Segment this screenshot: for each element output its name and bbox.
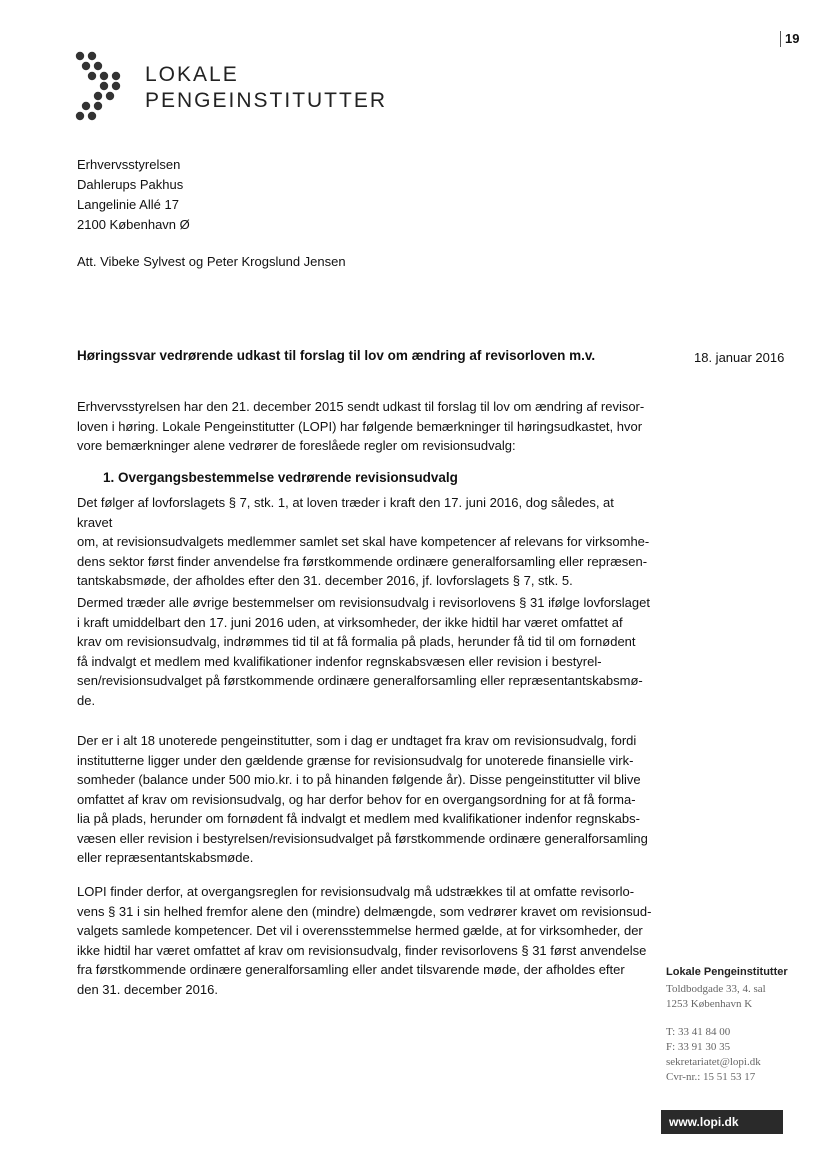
logo-dot (112, 82, 120, 90)
website-link[interactable]: www.lopi.dk (661, 1110, 783, 1134)
text-line: fra førstkommende ordinære generalforsamling eller andet tilsvarende møde, der afholdes efter (77, 962, 625, 977)
logo-dot (112, 72, 120, 80)
text-line: lia på plads, herunder om fornødent få indvalgt et medlem med kvalifikationer indenfor regnskabs- (77, 811, 640, 826)
sidebar-address (666, 982, 766, 1012)
text-line: de. (77, 692, 96, 708)
text-line: væsen eller revision i bestyrelsen/revisionsudvalget på førstkommende ordinære generalforsamling (77, 830, 648, 846)
paragraph-3 (77, 593, 652, 710)
text-line: Erhvervsstyrelsen har den 21. december 2015 sendt udkast til forslag til lov om ændring af revisor- (77, 399, 645, 414)
logo-text-line2: PENGEINSTITUTTER (145, 89, 388, 112)
text-line: Det følger af lovforslagets § 7, stk. 1, at loven træder i kraft den 17. juni 2016, dog således, at kravet (77, 495, 614, 530)
sidebar-phone: T: 33 41 84 00 (666, 1026, 731, 1038)
text-line: om, at revisionsudvalgets medlemmer samlet set skal have kompetencer af relevans for virksomhe- (77, 534, 650, 549)
text-line: institutterne ligger under den gældende grænse for revisionsudvalg for unoterede finansielle virk- (77, 752, 634, 768)
logo-dot (100, 82, 108, 90)
sidebar-fax: F: 33 91 30 35 (666, 1041, 731, 1053)
letter-subject: Høringssvar vedrørende udkast til forslag til lov om ændring af revisorloven m.v. (77, 348, 596, 363)
text-line: krav om revisionsudvalg, indrømmes tid til at få formalia på plads, herunder få tid til om fornødent (77, 634, 636, 649)
sidebar-line: Toldbodgade 33, 4. sal (666, 983, 766, 995)
text-line: i kraft umiddelbart den 17. juni 2016 uden, at virksomheder, der ikke hidtil har været omfattet af (77, 614, 623, 630)
logo-dot (94, 92, 102, 100)
logo-dot (106, 92, 114, 100)
logo-dot (76, 52, 84, 60)
logo-dot (88, 112, 96, 120)
paragraph-intro (77, 397, 652, 456)
letter-date: 18. januar 2016 (694, 350, 785, 365)
text-line: omfattet af krav om revisionsudvalg, og har derfor behov for en overgangsordning for at få forma- (77, 791, 636, 807)
paragraph-2 (77, 493, 652, 591)
sidebar-email[interactable]: sekretariatet@lopi.dk (666, 1056, 761, 1068)
text-line: eller repræsentantskabsmøde. (77, 850, 254, 865)
text-line: få indvalgt et medlem med kvalifikationer indenfor regnskabsvæsen eller revision i bestyrel- (77, 653, 602, 669)
text-line: Der er i alt 18 unoterede pengeinstitutter, som i dag er undtaget fra krav om revisionsudvalg, fordi (77, 733, 637, 748)
address-line: Langelinie Allé 17 (77, 197, 179, 212)
text-line: den 31. december 2016. (77, 981, 218, 997)
text-line: loven i høring. Lokale Pengeinstitutter (LOPI) har følgende bemærkninger til høringsudkastet, hvor (77, 418, 643, 434)
logo-dot (88, 52, 96, 60)
text-line: LOPI finder derfor, at overgangsreglen for revisionsudvalg må udstrækkes til at omfatte revisorlo- (77, 884, 635, 899)
paragraph-5 (77, 882, 652, 999)
text-line: sen/revisionsudvalget på førstkommende ordinære generalforsamling eller repræsentantskabsmø- (77, 673, 643, 688)
address-line: Erhvervsstyrelsen (77, 157, 181, 172)
address-line: 2100 København Ø (77, 217, 190, 232)
text-line: valgets samlede kompetencer. Det vil i overensstemmelse hermed gælde, at for virksomheder, der (77, 923, 643, 938)
text-line: ikke hidtil har været omfattet af krav om revisionsudvalg, finder revisorlovens § 31 først anvendelse (77, 942, 647, 958)
logo-text-line1: LOKALE (145, 63, 239, 86)
text-line: vore bemærkninger alene vedrører de foreslåede regler om revisionsudvalg: (77, 438, 516, 453)
sidebar-org-name: Lokale Pengeinstitutter (666, 966, 788, 978)
sidebar-cvr: Cvr-nr.: 15 51 53 17 (666, 1071, 756, 1083)
logo-dot (88, 72, 96, 80)
logo-dot (82, 102, 90, 110)
text-line: tantskabsmøde, der afholdes efter den 31. december 2016, jf. lovforslagets § 7, stk. 5. (77, 573, 573, 588)
logo-dot (94, 62, 102, 70)
logo-dot (94, 102, 102, 110)
logo-dot (100, 72, 108, 80)
address-line: Dahlerups Pakhus (77, 177, 184, 192)
page-number: 19 (780, 31, 799, 47)
paragraph-4 (77, 731, 652, 868)
text-line: somheder (balance under 500 mio.kr. i to på hinanden følgende år). Disse pengeinstitutter vil blive (77, 772, 641, 787)
text-line: vens § 31 i sin helhed fremfor alene den (mindre) delmængde, som vedrører kravet om revisionsud- (77, 903, 652, 919)
recipient-address (77, 155, 190, 235)
section-heading: 1. Overgangsbestemmelse vedrørende revisionsudvalg (103, 470, 458, 485)
logo-dot (76, 112, 84, 120)
logo-dot (82, 62, 90, 70)
text-line: Dermed træder alle øvrige bestemmelser om revisionsudvalg i revisorlovens § 31 ifølge lovforslaget (77, 595, 650, 610)
attention-line: Att. Vibeke Sylvest og Peter Krogslund Jensen (77, 254, 346, 269)
sidebar-contact (666, 1025, 761, 1085)
sidebar-line: 1253 København K (666, 998, 753, 1010)
text-line: dens sektor først finder anvendelse fra førstkommende ordinære generalforsamling eller repræsen- (77, 553, 648, 569)
